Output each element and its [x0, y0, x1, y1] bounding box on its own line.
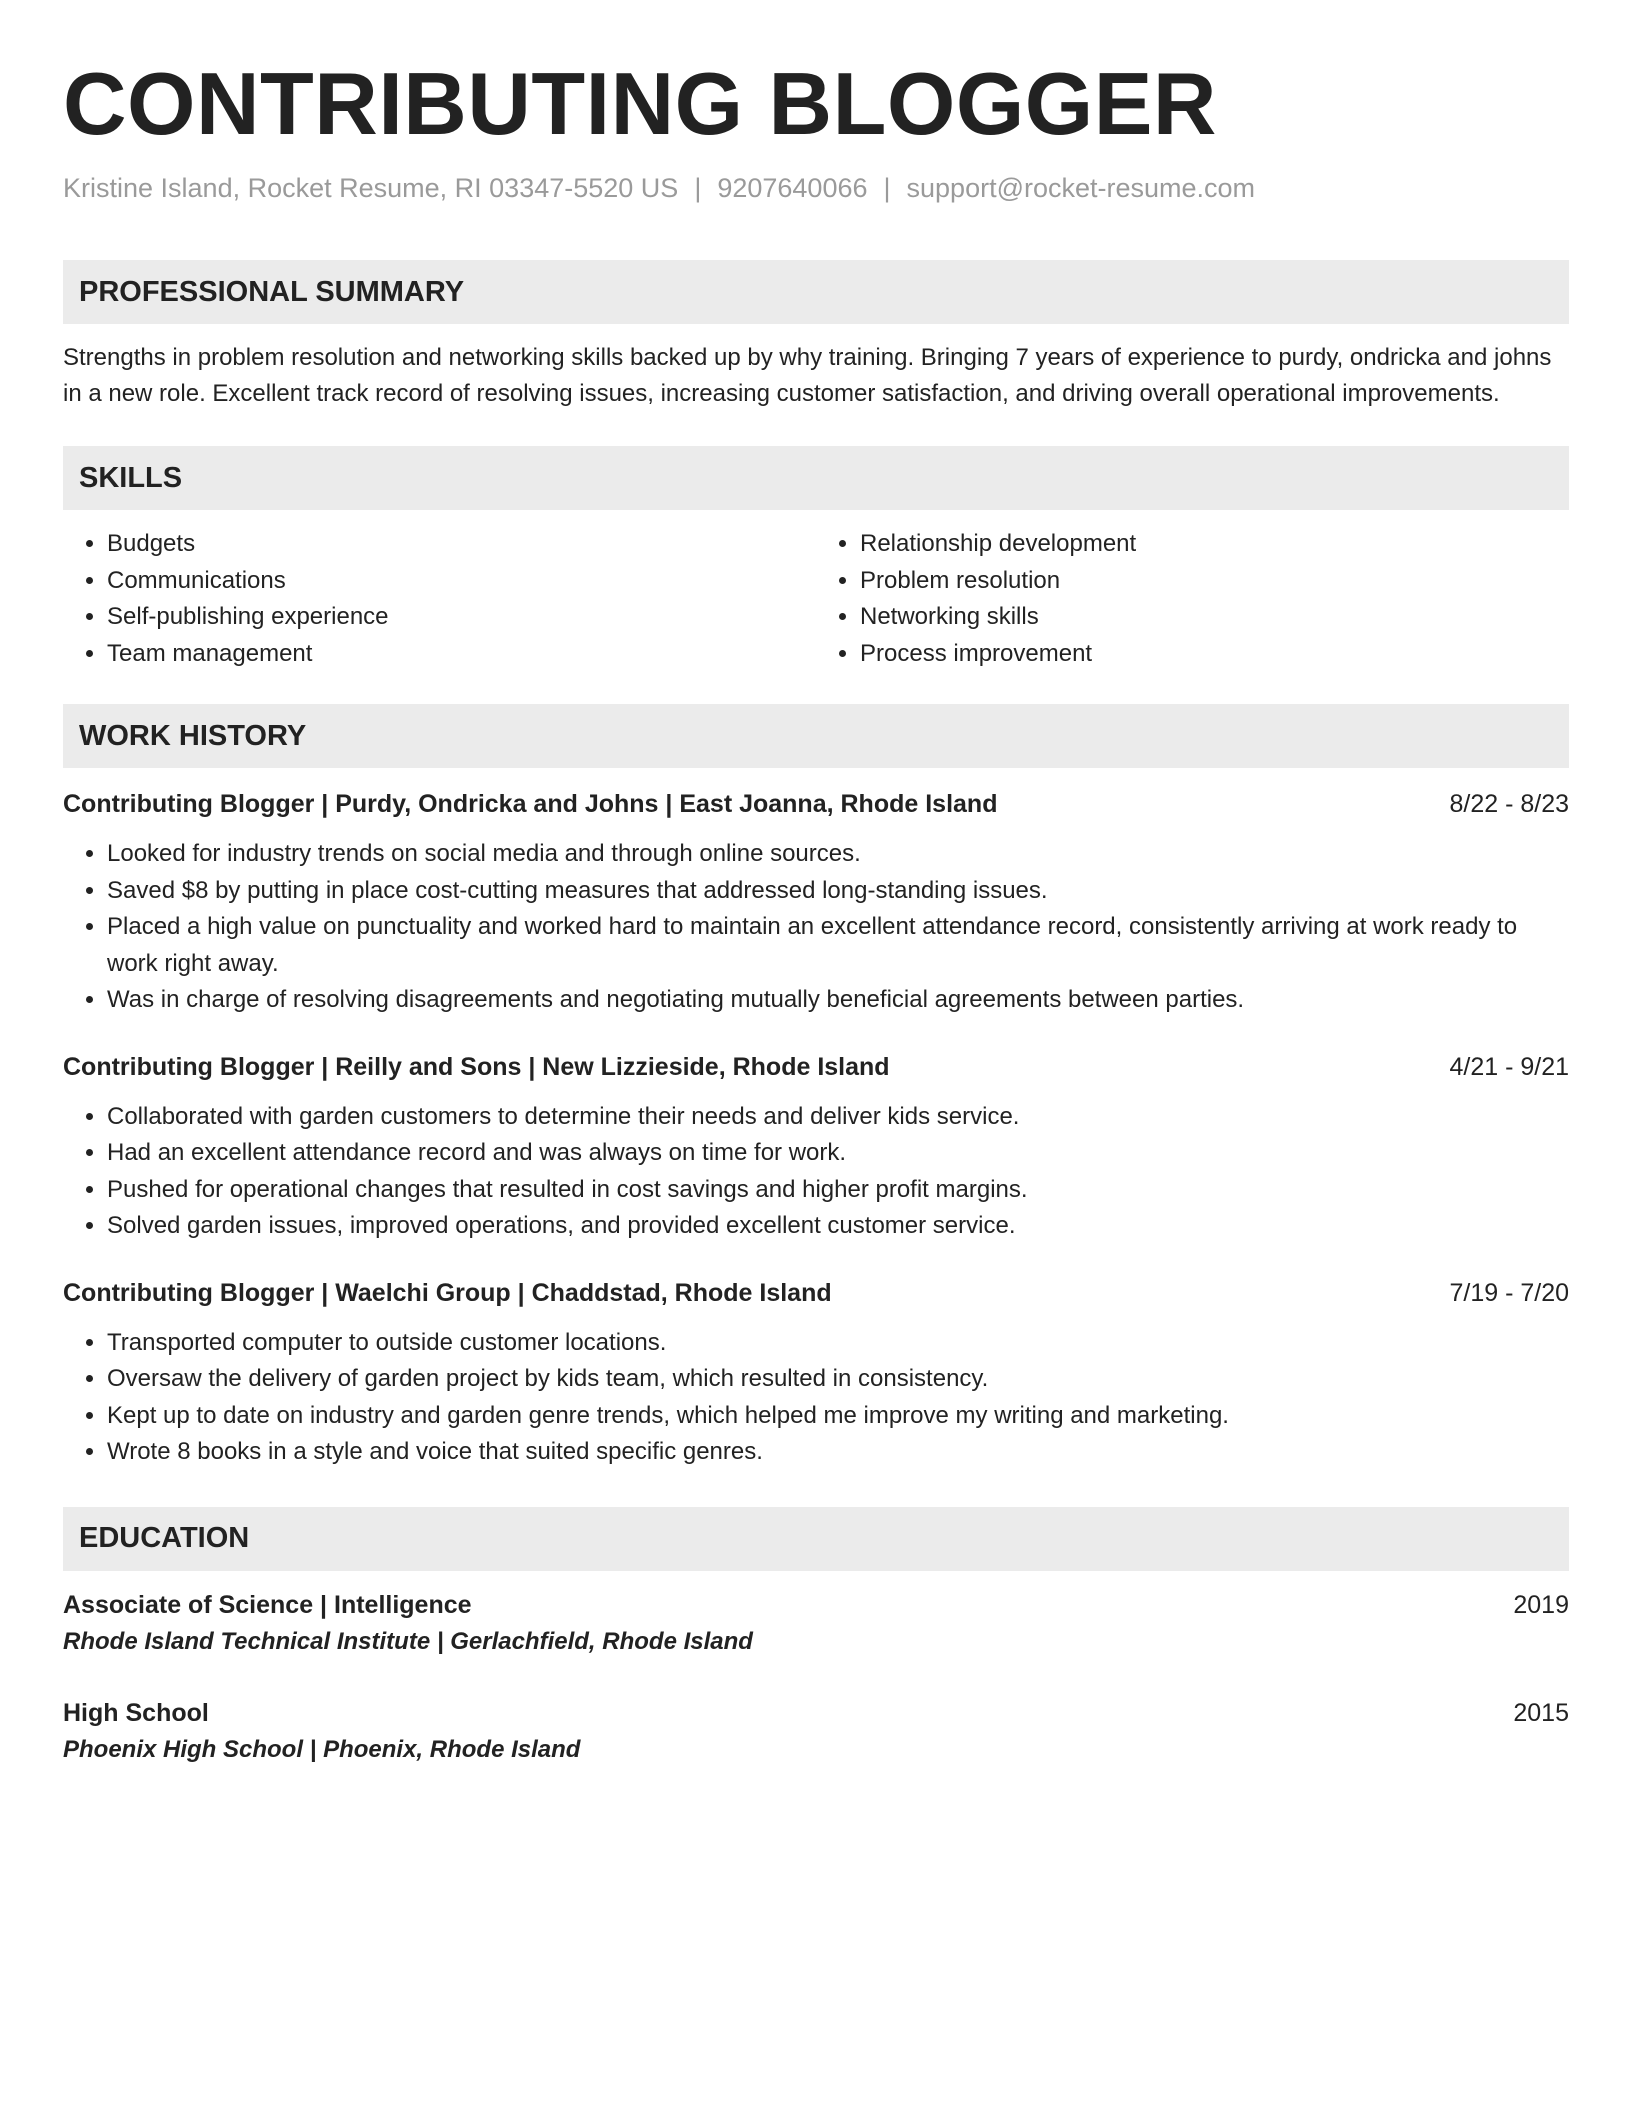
skill-item: • Budgets — [107, 526, 816, 563]
section-heading-skills: SKILLS — [63, 446, 1569, 510]
contact-separator: | — [694, 173, 702, 203]
job-bullet: • Had an excellent attendance record and was always on time for work. — [107, 1135, 1569, 1172]
contact-email: support@rocket-resume.com — [906, 173, 1256, 203]
job-bullets — [63, 836, 1569, 1019]
skill-item: • Relationship development — [860, 526, 1569, 563]
job-bullet: • Saved $8 by putting in place cost-cutting measures that addressed long-standing issues. — [107, 873, 1569, 910]
job-title: Contributing Blogger | Purdy, Ondricka and Johns | East Joanna, Rhode Island — [63, 790, 998, 818]
skills-section — [63, 446, 1569, 672]
job-title: Contributing Blogger | Reilly and Sons | New Lizzieside, Rhode Island — [63, 1052, 890, 1081]
education-header — [63, 1695, 1569, 1731]
education-entry — [63, 1695, 1569, 1769]
skill-item: • Process improvement — [860, 636, 1569, 673]
job-bullet: • Transported computer to outside customer locations. — [107, 1325, 1569, 1362]
section-heading-summary: PROFESSIONAL SUMMARY — [63, 260, 1569, 324]
job-title: Contributing Blogger | Waelchi Group | Chaddstad, Rhode Island — [63, 1278, 832, 1307]
job-dates: 8/22 - 8/23 — [1449, 790, 1569, 818]
education-header — [63, 1587, 1569, 1623]
job-header — [63, 786, 1569, 822]
section-heading-education: EDUCATION — [63, 1507, 1569, 1571]
job-dates: 7/19 - 7/20 — [1449, 1278, 1569, 1307]
job-entry — [63, 786, 1569, 1019]
education-degree: Associate of Science | Intelligence — [63, 1590, 472, 1619]
job-bullet: • Wrote 8 books in a style and voice that suited specific genres. — [107, 1434, 1569, 1471]
section-heading-work: WORK HISTORY — [63, 704, 1569, 768]
job-bullet: • Was in charge of resolving disagreements and negotiating mutually beneficial agreements between parties. — [107, 982, 1569, 1019]
skill-item: • Communications — [107, 563, 816, 600]
skills-column-right — [816, 526, 1569, 672]
job-entry — [63, 1275, 1569, 1471]
education-section — [63, 1507, 1569, 1769]
contact-line — [63, 170, 1569, 206]
professional-summary-section — [63, 260, 1569, 412]
education-entry — [63, 1587, 1569, 1661]
summary-text: Strengths in problem resolution and networking skills backed up by why training. Bringing 7 years of experience to purdy, ondricka and johns in a new role. Excellent track record of resolving issues, increasing customer satisfaction, and driving overall operational improvements. — [63, 344, 1552, 407]
contact-separator: | — [883, 173, 891, 203]
contact-phone: 9207640066 — [717, 173, 868, 203]
job-bullet: • Placed a high value on punctuality and worked hard to maintain an excellent attendance record, consistently arriving at work ready to work right away. — [107, 909, 1569, 982]
job-bullet: • Collaborated with garden customers to determine their needs and deliver kids service. — [107, 1099, 1569, 1136]
education-year: 2015 — [1513, 1698, 1569, 1727]
job-bullet: • Pushed for operational changes that resulted in cost savings and higher profit margins. — [107, 1172, 1569, 1209]
job-header — [63, 1275, 1569, 1311]
education-school: Phoenix High School | Phoenix, Rhode Island — [63, 1735, 581, 1763]
education-year: 2019 — [1513, 1590, 1569, 1619]
education-degree: High School — [63, 1698, 209, 1727]
job-entry — [63, 1049, 1569, 1245]
skill-item: • Networking skills — [860, 599, 1569, 636]
job-bullet: • Solved garden issues, improved operations, and provided excellent customer service. — [107, 1208, 1569, 1245]
skills-column-left — [63, 526, 816, 672]
contact-address: Kristine Island, Rocket Resume, RI 03347-5520 US — [63, 173, 679, 203]
education-school: Rhode Island Technical Institute | Gerlachfield, Rhode Island — [63, 1627, 753, 1655]
job-bullet: • Kept up to date on industry and garden genre trends, which helped me improve my writing and marketing. — [107, 1398, 1569, 1435]
work-history-section — [63, 704, 1569, 1471]
skills-grid — [63, 526, 1569, 672]
job-bullets — [63, 1099, 1569, 1245]
resume-name-title: CONTRIBUTING BLOGGER — [63, 54, 1217, 153]
job-bullet: • Looked for industry trends on social media and through online sources. — [107, 836, 1569, 873]
skill-item: • Team management — [107, 636, 816, 673]
skill-item: • Problem resolution — [860, 563, 1569, 600]
job-header — [63, 1049, 1569, 1085]
job-bullet: • Oversaw the delivery of garden project by kids team, which resulted in consistency. — [107, 1361, 1569, 1398]
skill-item: • Self-publishing experience — [107, 599, 816, 636]
job-dates: 4/21 - 9/21 — [1449, 1052, 1569, 1081]
job-bullets — [63, 1325, 1569, 1471]
